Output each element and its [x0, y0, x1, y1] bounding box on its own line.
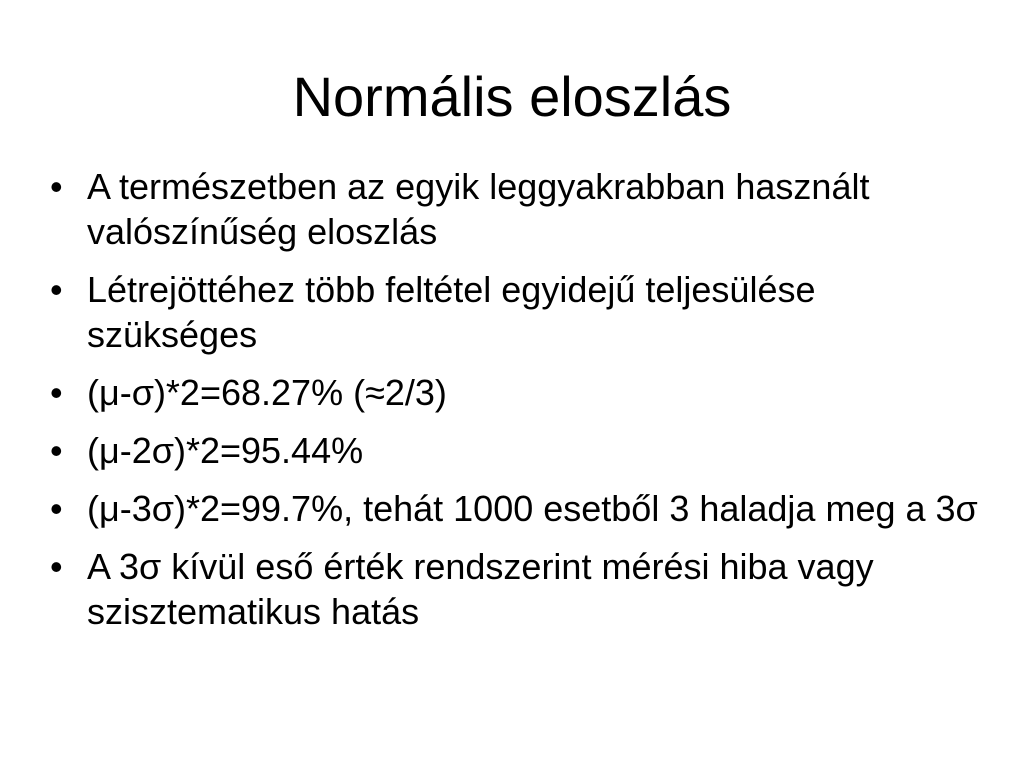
bullet-marker: •: [50, 546, 63, 587]
bullet-marker: •: [50, 430, 63, 471]
bullet-marker: •: [50, 166, 63, 207]
slide-title: Normális eloszlás: [292, 65, 732, 128]
bullet-item: [50, 370, 990, 415]
bullet-item: [50, 267, 990, 357]
bullet-item: [50, 544, 990, 634]
bullet-list: [50, 164, 990, 647]
bullet-text: (μ-2σ)*2=95.44%: [87, 430, 364, 471]
bullet-text: Létrejöttéhez több feltétel egyidejű teljesülése szükséges: [87, 269, 816, 355]
bullet-item: [50, 486, 990, 531]
bullet-marker: •: [50, 372, 63, 413]
bullet-text: (μ-σ)*2=68.27% (≈2/3): [87, 372, 447, 413]
bullet-item: [50, 428, 990, 473]
bullet-item: [50, 164, 990, 254]
bullet-marker: •: [50, 269, 63, 310]
bullet-text: A 3σ kívül eső érték rendszerint mérési hiba vagy szisztematikus hatás: [87, 546, 874, 632]
bullet-marker: •: [50, 488, 63, 529]
bullet-text: A természetben az egyik leggyakrabban használt valószínűség eloszlás: [87, 166, 870, 252]
bullet-text: (μ-3σ)*2=99.7%, tehát 1000 esetből 3 haladja meg a 3σ: [87, 488, 978, 529]
